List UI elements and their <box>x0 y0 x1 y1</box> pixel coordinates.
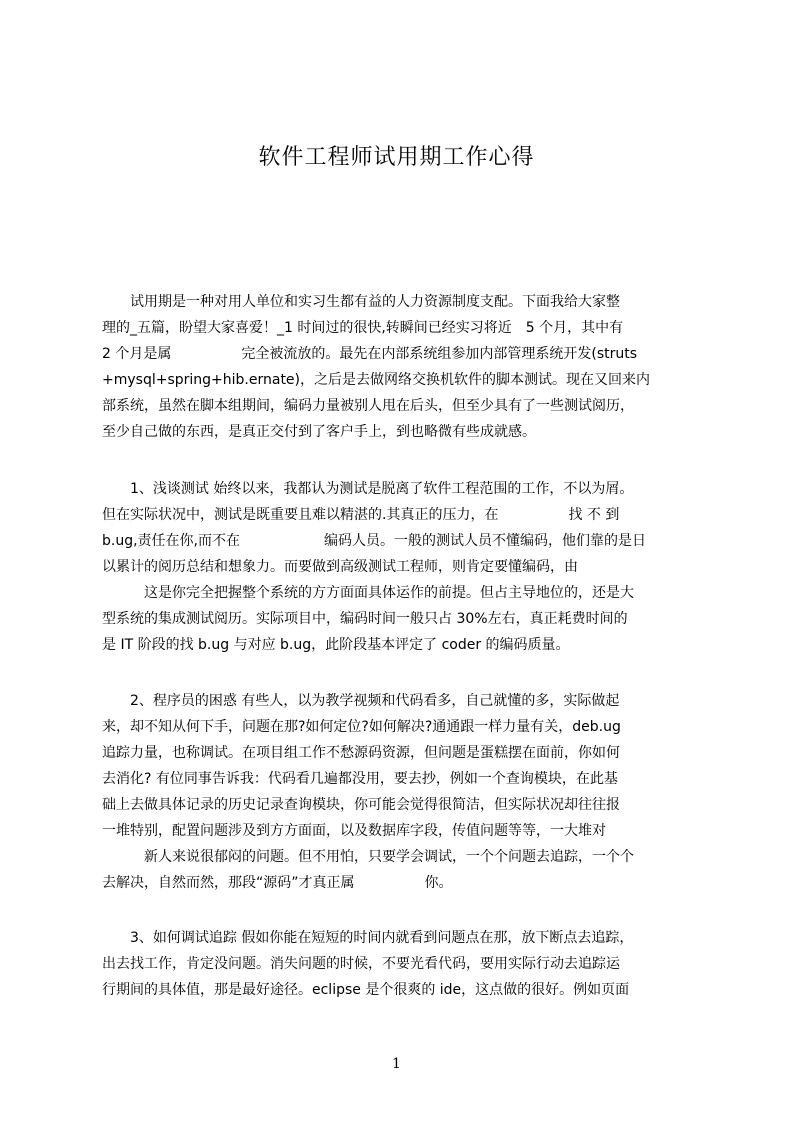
paragraph-3-line-4: 去消化? 有位同事告诉我：代码看几遍都没用，要去抄，例如一个查询模块，在此基 <box>102 771 618 787</box>
paragraph-3-line-5: 础上去做具体记录的历史记录查询模块，你可能会觉得很简洁，但实际状况却往往报 <box>102 797 620 813</box>
paragraph-2-line-2: 但在实际状况中，测试是既重要且难以精湛的.其真正的压力，在 找 不 到 <box>102 507 620 523</box>
document-title: 软件工程师试用期工作心得 <box>258 145 535 170</box>
document-body <box>102 0 696 1122</box>
paragraph-4-line-1: 3、如何调试追踪 假如你能在短短的时间内就看到问题点在那，放下断点去追踪， <box>102 930 634 946</box>
paragraph-3-line-3: 追踪力量，也称调试。在项目组工作不愁源码资源，但问题是蛋糕摆在面前，你如何 <box>102 745 620 761</box>
paragraph-1-line-1: 试用期是一种对用人单位和实习生都有益的人力资源制度支配。下面我给大家整 <box>102 294 620 310</box>
paragraph-3-line-6: 一堆特别，配置问题涉及到方方面面，以及数据库字段，传值问题等等，一大堆对 <box>102 823 606 839</box>
paragraph-2-line-4: 以累计的阅历总结和想象力。而要做到高级测试工程师，则肯定要懂编码，由 <box>102 559 578 575</box>
paragraph-4-line-3: 行期间的具体值，那是最好途径。eclipse 是个很爽的 ide，这点做的很好。例如页面 <box>102 982 630 998</box>
paragraph-3-line-7: 新人来说很郁闷的问题。但不用怕，只要学会调试，一个个问题去追踪，一个个 <box>102 849 634 865</box>
paragraph-1-line-3: 2 个月是属 完全被流放的。最先在内部系统组参加内部管理系统开发(struts <box>102 346 638 362</box>
page-number: 1 <box>392 1056 401 1072</box>
paragraph-2-line-7: 是 IT 阶段的找 b.ug 与对应 b.ug，此阶段基本评定了 coder 的编码质量。 <box>102 637 570 653</box>
paragraph-3-line-8: 去解决，自然而然，那段“源码”才真正属 你。 <box>102 875 453 891</box>
paragraph-2-line-1: 1、浅谈测试 始终以来，我都认为测试是脱离了软件工程范围的工作，不以为屑。 <box>102 481 634 497</box>
paragraph-2-line-6: 型系统的集成测试阅历。实际项目中，编码时间一般只占 30%左右，真正耗费时间的 <box>102 611 628 627</box>
paragraph-4-line-2: 出去找工作，肯定没问题。消失问题的时候，不要光看代码，要用实际行动去追踪运 <box>102 956 620 972</box>
paragraph-1-line-6: 至少自己做的东西，是真正交付到了客户手上，到也略微有些成就感。 <box>102 424 536 440</box>
paragraph-3-line-1: 2、程序员的困惑 有些人，以为教学视频和代码看多，自己就懂的多，实际做起 <box>102 693 620 709</box>
paragraph-1-line-4: +mysql+spring+hib.ernate)，之后是去做网络交换机软件的脚本测试。现在又回来内 <box>102 372 651 388</box>
paragraph-3-line-2: 来，却不知从何下手，问题在那?如何定位?如何解决?通通跟一样力量有关，deb.ug <box>102 719 621 735</box>
paragraph-2-line-5: 这是你完全把握整个系统的方方面面具体运作的前提。但占主导地位的，还是大 <box>102 585 634 601</box>
paragraph-2-line-3: b.ug,责任在你,而不在 编码人员。一般的测试人员不懂编码，他们靠的是日 <box>102 533 646 549</box>
paragraph-1-line-5: 部系统，虽然在脚本组期间，编码力量被别人甩在后头，但至少具有了一些测试阅历， <box>102 398 634 414</box>
paragraph-1-line-2: 理的_五篇，盼望大家喜爱！_1 时间过的很快,转瞬间已经实习将近 5 个月，其中有 <box>102 320 624 336</box>
